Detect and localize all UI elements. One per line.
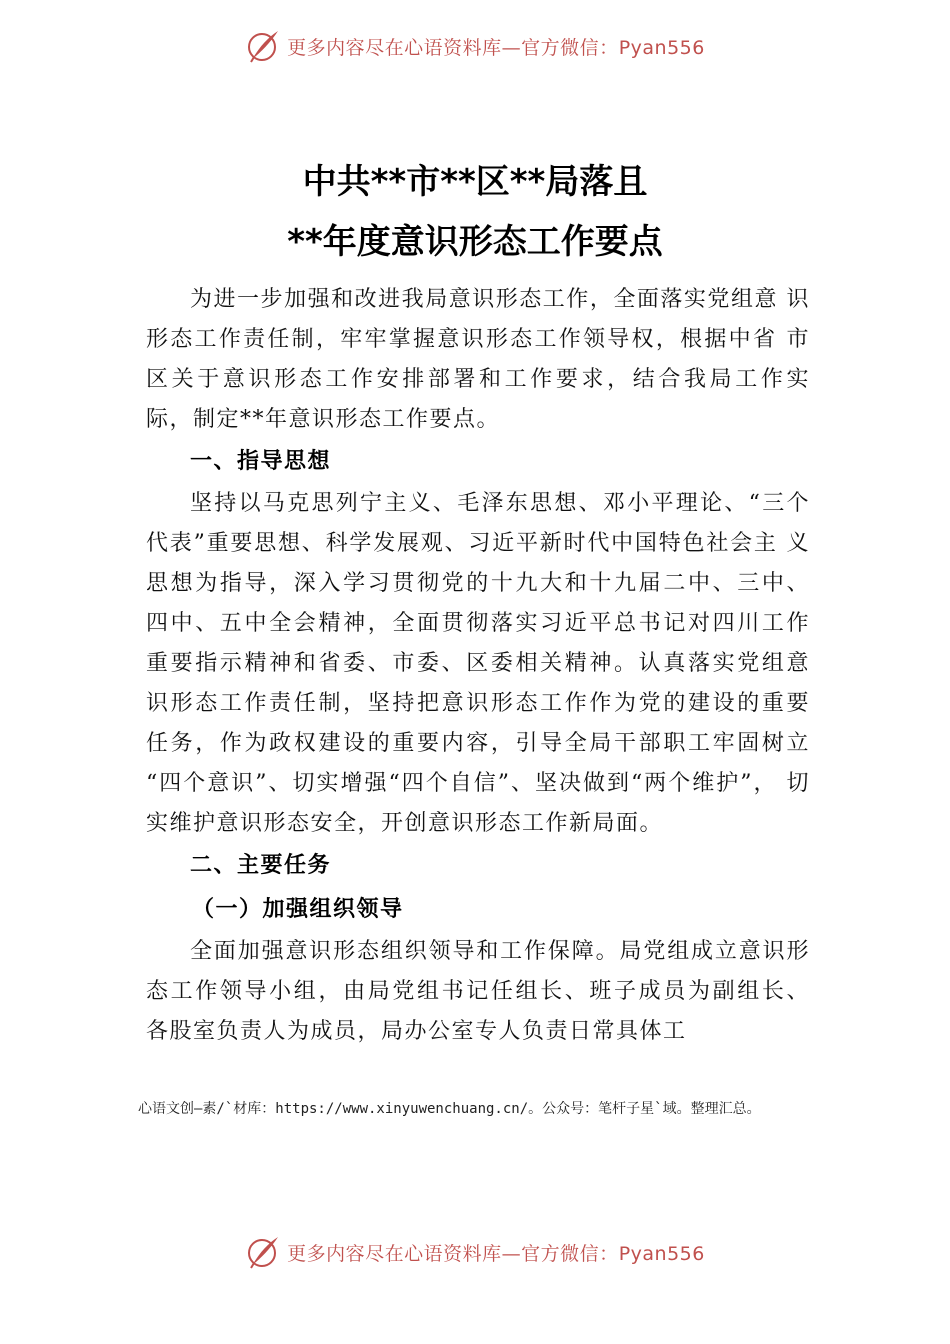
document-body bbox=[146, 280, 810, 1052]
document-title-line1: 中共**市**区**局落且 bbox=[302, 162, 648, 202]
section2-heading: 二、主要任务 bbox=[190, 853, 332, 878]
footer-banner bbox=[0, 1232, 950, 1272]
wechat-id: Pyan556 bbox=[618, 36, 705, 59]
wechat-id: Pyan556 bbox=[618, 1242, 705, 1265]
section1-heading: 一、指导思想 bbox=[190, 449, 332, 474]
quill-logo-icon bbox=[245, 28, 281, 64]
intro-paragraph: 为进一步加强和改进我局意识形态工作，全面落实党组意 识形态工作责任制，牢牢掌握意识形态工作领导权，根据中省 市区关于意识形态工作安排部署和工作要求，结合我局工作实 际，制定**年意识形态工作要点。 bbox=[146, 287, 810, 432]
subsection1-heading: （一）加强组织领导 bbox=[192, 897, 404, 922]
header-banner bbox=[0, 26, 950, 66]
section1-paragraph: 坚持以马克思列宁主义、毛泽东思想、邓小平理论、“三个 代表”重要思想、科学发展观、习近平新时代中国特色社会主 义思想为指导，深入学习贯彻党的十九大和十九届二中、三中、 四中、五中全会精神，全面贯彻落实习近平总书记对四川工作 重要指示精神和省委、市委、区委相关精神。认真落实党组意 识形态工作责任制，坚持把意识形态工作作为党的建设的重要 任务，作为政权建设的重要内容，引导全局干部职工牢固树立 “四个意识”、切实增强“四个自信”、坚决做到“两个维护”， 切实维护意识形态安全，开创意识形态工作新局面。 bbox=[146, 491, 810, 836]
banner-text: 更多内容尽在心语资料库—官方微信：Pyan556 bbox=[287, 1242, 705, 1265]
banner-text: 更多内容尽在心语资料库—官方微信：Pyan556 bbox=[287, 36, 705, 59]
document-title-line2: **年度意识形态工作要点 bbox=[287, 222, 663, 262]
quill-logo-icon bbox=[245, 1234, 281, 1270]
subsection1-paragraph: 全面加强意识形态组织领导和工作保障。局党组成立意识形 态工作领导小组，由局党组书记任组长、班子成员为副组长、 各股室负责人为成员，局办公室专人负责日常具体工 bbox=[146, 939, 810, 1044]
footnote: 心语文创—素/`材库：https://www.xinyuwenchuang.cn/。公众号：笔杆子星`域。整理汇总。 bbox=[138, 1101, 761, 1117]
